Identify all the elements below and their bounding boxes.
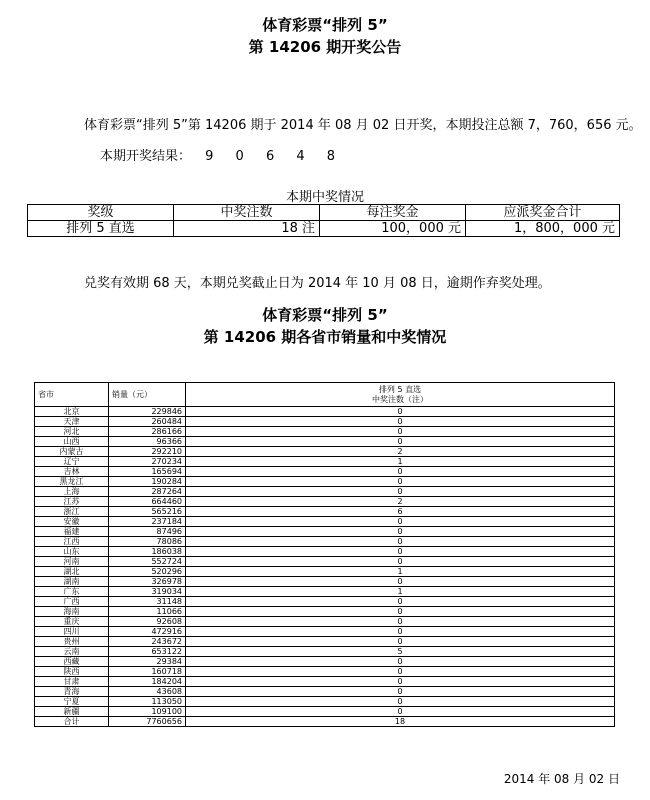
province-sales-cell: 319034 <box>109 587 186 597</box>
province-name-cell: 北京 <box>35 407 109 417</box>
province-row <box>35 497 615 507</box>
province-name-cell: 新疆 <box>35 707 109 717</box>
prize-table <box>27 204 620 237</box>
province-sales-cell: 96366 <box>109 437 186 447</box>
province-name-cell: 广西 <box>35 597 109 607</box>
province-row <box>35 427 615 437</box>
footer-date: 2014 年 08 月 02 日 <box>503 772 620 786</box>
province-row <box>35 417 615 427</box>
province-sales-cell: 190284 <box>109 477 186 487</box>
draw-result-numbers: 9 0 6 4 8 <box>205 149 345 164</box>
province-winners-cell: 0 <box>186 557 615 567</box>
province-winners-cell: 1 <box>186 457 615 467</box>
province-sales-cell: 113050 <box>109 697 186 707</box>
province-row <box>35 687 615 697</box>
province-winners-cell: 0 <box>186 477 615 487</box>
winners-header-cell <box>186 383 615 407</box>
prize-table-caption: 本期中奖情况 <box>285 190 364 205</box>
province-row <box>35 617 615 627</box>
province-sales-cell: 7760656 <box>109 717 186 727</box>
province-sales-cell: 184204 <box>109 677 186 687</box>
winners-header-line2: 中奖注数（注） <box>372 394 428 404</box>
province-sales-cell: 260484 <box>109 417 186 427</box>
province-sales-cell: 87496 <box>109 527 186 537</box>
province-sales-cell: 292210 <box>109 447 186 457</box>
province-name-cell: 河南 <box>35 557 109 567</box>
prize-header-cell: 中奖注数 <box>174 205 320 221</box>
province-name-cell: 河北 <box>35 427 109 437</box>
province-table-header <box>35 383 615 407</box>
prize-total-cell: 1，800，000 元 <box>466 221 620 237</box>
province-name-cell: 四川 <box>35 627 109 637</box>
province-row <box>35 507 615 517</box>
province-winners-cell: 0 <box>186 677 615 687</box>
province-winners-cell: 6 <box>186 507 615 517</box>
province-winners-cell: 0 <box>186 577 615 587</box>
province-title: 体育彩票“排列 5” <box>262 306 388 324</box>
province-name-cell: 湖北 <box>35 567 109 577</box>
province-row <box>35 697 615 707</box>
province-sales-cell: 664460 <box>109 497 186 507</box>
province-winners-cell: 0 <box>186 427 615 437</box>
province-name-cell: 陕西 <box>35 667 109 677</box>
province-winners-cell: 0 <box>186 607 615 617</box>
prize-table-header <box>28 205 620 221</box>
province-winners-cell: 0 <box>186 527 615 537</box>
province-sales-cell: 165694 <box>109 467 186 477</box>
prize-level-cell: 排列 5 直选 <box>28 221 174 237</box>
province-winners-cell: 0 <box>186 487 615 497</box>
validity-notice: 兑奖有效期 68 天，本期兑奖截止日为 2014 年 10 月 08 日，逾期作弃奖处理。 <box>84 276 551 291</box>
province-issue-title: 第 14206 期各省市销量和中奖情况 <box>203 328 447 346</box>
province-sales-cell: 92608 <box>109 617 186 627</box>
province-sales-cell: 31148 <box>109 597 186 607</box>
province-winners-cell: 0 <box>186 547 615 557</box>
province-winners-cell: 0 <box>186 687 615 697</box>
province-name-cell: 上海 <box>35 487 109 497</box>
province-winners-cell: 2 <box>186 447 615 457</box>
province-name-cell: 青海 <box>35 687 109 697</box>
province-row <box>35 577 615 587</box>
province-sales-cell: 237184 <box>109 517 186 527</box>
prize-header-cell: 每注奖金 <box>320 205 466 221</box>
province-winners-cell: 0 <box>186 437 615 447</box>
province-row <box>35 477 615 487</box>
province-row <box>35 627 615 637</box>
province-sales-cell: 520296 <box>109 567 186 577</box>
province-row <box>35 527 615 537</box>
draw-result-label: 本期开奖结果： <box>100 149 192 164</box>
notice-issue-title: 第 14206 期开奖公告 <box>248 38 402 56</box>
province-row <box>35 437 615 447</box>
province-name-cell: 海南 <box>35 607 109 617</box>
prize-header-cell: 奖级 <box>28 205 174 221</box>
province-row <box>35 467 615 477</box>
province-row <box>35 607 615 617</box>
province-name-cell: 浙江 <box>35 507 109 517</box>
province-row <box>35 447 615 457</box>
province-sales-cell: 286166 <box>109 427 186 437</box>
province-winners-cell: 0 <box>186 407 615 417</box>
province-sales-cell: 43608 <box>109 687 186 697</box>
province-row <box>35 587 615 597</box>
province-row <box>35 647 615 657</box>
province-row <box>35 667 615 677</box>
province-sales-cell: 326978 <box>109 577 186 587</box>
province-winners-cell: 0 <box>186 637 615 647</box>
province-sales-cell: 270234 <box>109 457 186 467</box>
province-sales-cell: 287264 <box>109 487 186 497</box>
province-name-cell: 吉林 <box>35 467 109 477</box>
province-winners-cell: 0 <box>186 417 615 427</box>
province-name-cell: 湖南 <box>35 577 109 587</box>
province-winners-cell: 0 <box>186 697 615 707</box>
province-sales-cell: 552724 <box>109 557 186 567</box>
province-row <box>35 567 615 577</box>
prize-header-cell: 应派奖金合计 <box>466 205 620 221</box>
province-sales-cell: 186038 <box>109 547 186 557</box>
winners-header-line1: 排列 5 直选 <box>378 384 422 394</box>
notice-intro: 体育彩票“排列 5”第 14206 期于 2014 年 08 月 02 日开奖，本期投注总额 7，760，656 元。 <box>84 118 642 133</box>
draw-result <box>100 145 344 164</box>
province-name-cell: 黑龙江 <box>35 477 109 487</box>
province-winners-cell: 0 <box>186 627 615 637</box>
province-name-cell: 合计 <box>35 717 109 727</box>
province-row <box>35 407 615 417</box>
province-name-cell: 西藏 <box>35 657 109 667</box>
province-sales-cell: 472916 <box>109 627 186 637</box>
province-sales-cell: 565216 <box>109 507 186 517</box>
prize-count-cell: 18 注 <box>174 221 320 237</box>
province-winners-cell: 2 <box>186 497 615 507</box>
province-winners-cell: 0 <box>186 667 615 677</box>
province-name-cell: 福建 <box>35 527 109 537</box>
prize-amount-cell: 100，000 元 <box>320 221 466 237</box>
province-row <box>35 657 615 667</box>
province-row <box>35 597 615 607</box>
province-sales-cell: 229846 <box>109 407 186 417</box>
province-row <box>35 677 615 687</box>
province-winners-cell: 1 <box>186 567 615 577</box>
province-winners-cell: 1 <box>186 587 615 597</box>
province-name-cell: 山东 <box>35 547 109 557</box>
province-row <box>35 457 615 467</box>
province-name-cell: 江西 <box>35 537 109 547</box>
province-name-cell: 天津 <box>35 417 109 427</box>
province-table <box>34 382 615 727</box>
province-name-cell: 贵州 <box>35 637 109 647</box>
province-row <box>35 707 615 717</box>
province-sales-cell: 109100 <box>109 707 186 717</box>
province-name-cell: 甘肃 <box>35 677 109 687</box>
province-winners-cell: 0 <box>186 617 615 627</box>
province-name-cell: 广东 <box>35 587 109 597</box>
province-name-cell: 云南 <box>35 647 109 657</box>
province-winners-cell: 0 <box>186 597 615 607</box>
province-name-cell: 重庆 <box>35 617 109 627</box>
province-row <box>35 717 615 727</box>
province-row <box>35 557 615 567</box>
province-winners-cell: 0 <box>186 707 615 717</box>
province-winners-cell: 0 <box>186 657 615 667</box>
notice-title: 体育彩票“排列 5” <box>262 16 388 34</box>
province-name-cell: 江苏 <box>35 497 109 507</box>
province-winners-cell: 18 <box>186 717 615 727</box>
province-row <box>35 537 615 547</box>
province-row <box>35 547 615 557</box>
province-sales-cell: 78086 <box>109 537 186 547</box>
province-winners-cell: 0 <box>186 537 615 547</box>
province-sales-cell: 29384 <box>109 657 186 667</box>
sales-header-cell: 销量（元） <box>109 383 186 407</box>
province-name-cell: 辽宁 <box>35 457 109 467</box>
province-winners-cell: 5 <box>186 647 615 657</box>
province-row <box>35 637 615 647</box>
province-sales-cell: 243672 <box>109 637 186 647</box>
province-row <box>35 487 615 497</box>
province-sales-cell: 11066 <box>109 607 186 617</box>
province-sales-cell: 160718 <box>109 667 186 677</box>
province-row <box>35 517 615 527</box>
province-name-cell: 宁夏 <box>35 697 109 707</box>
province-sales-cell: 653122 <box>109 647 186 657</box>
province-winners-cell: 0 <box>186 517 615 527</box>
prize-table-row <box>28 221 620 237</box>
province-winners-cell: 0 <box>186 467 615 477</box>
province-name-cell: 内蒙古 <box>35 447 109 457</box>
province-header-cell: 省市 <box>35 383 109 407</box>
province-name-cell: 安徽 <box>35 517 109 527</box>
province-name-cell: 山西 <box>35 437 109 447</box>
